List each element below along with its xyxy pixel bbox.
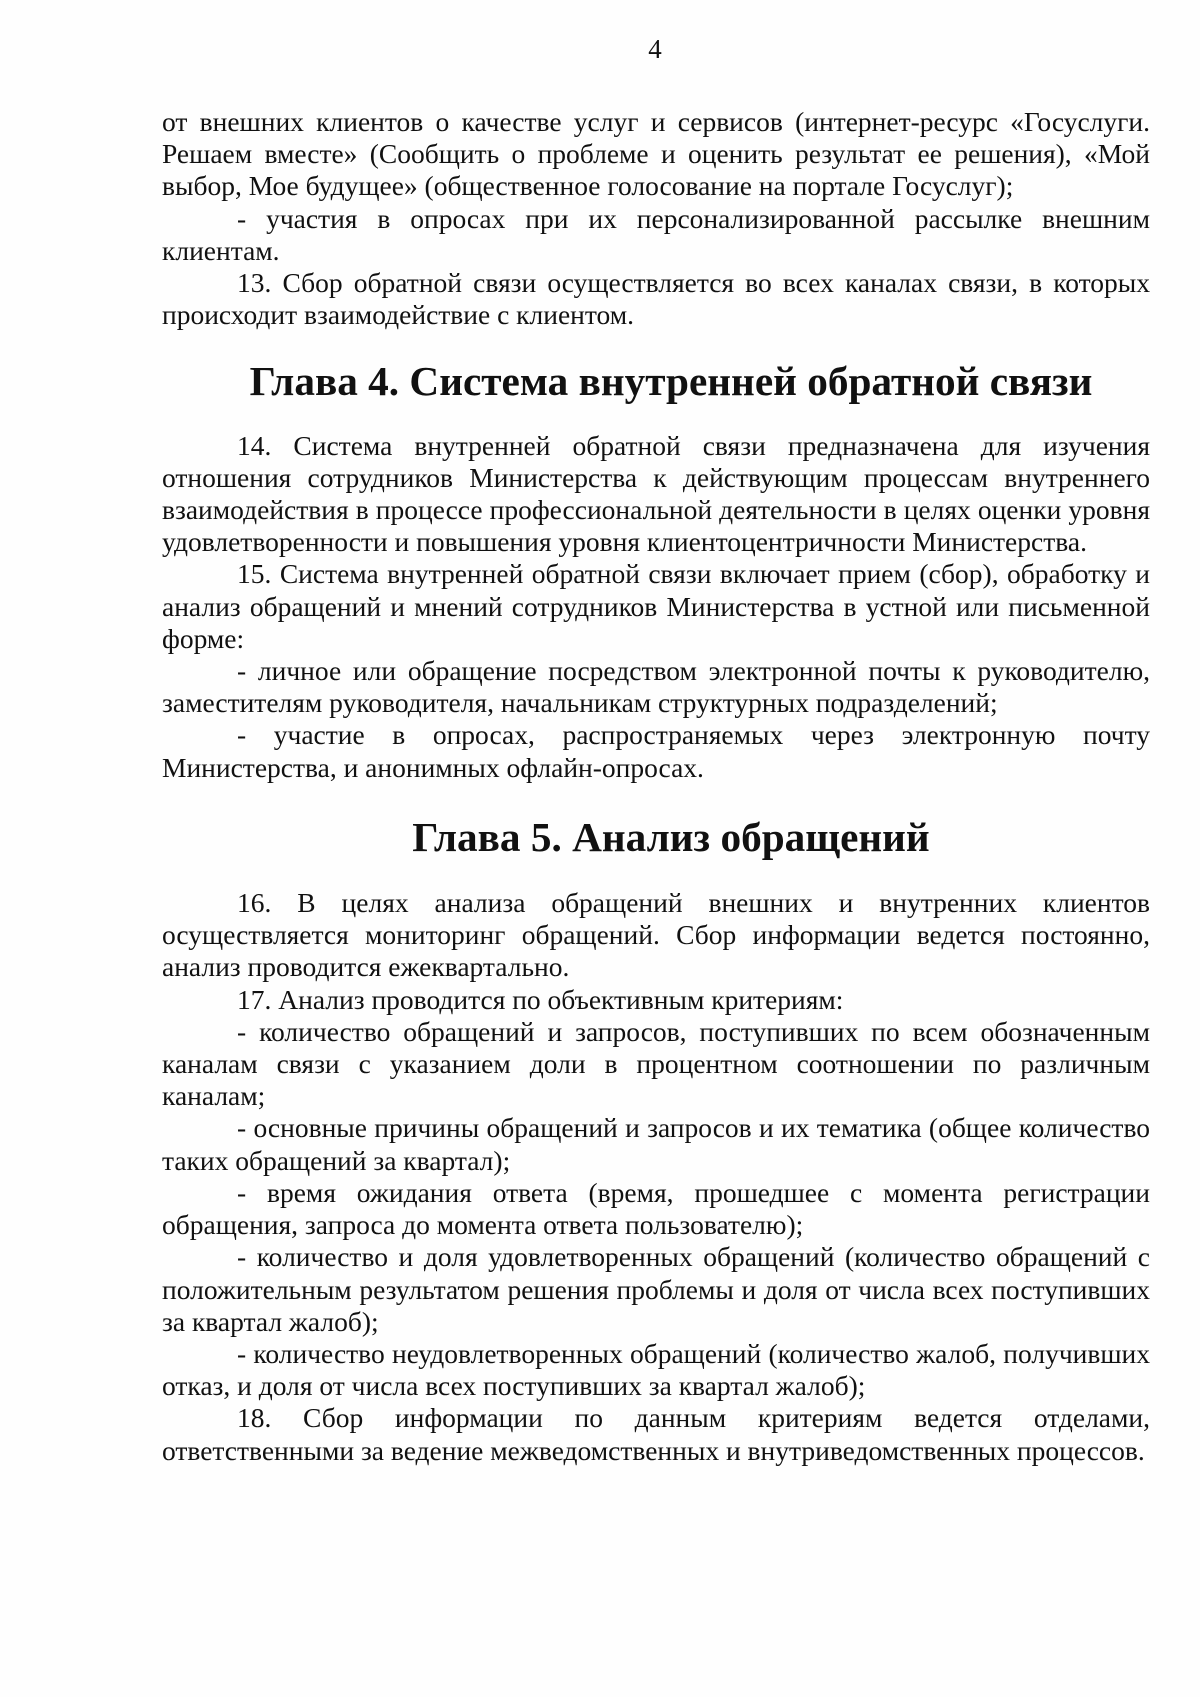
list-item: - участие в опросах, распространяемых через электронную почту Министерства, и анонимных офлайн-опросах. [162, 719, 1150, 783]
document-body [162, 106, 1150, 1467]
paragraph-18: 18. Сбор информации по данным критериям ведется отделами, ответственными за ведение межведомственных и внутриведомственных процессов. [162, 1402, 1150, 1466]
list-item: - личное или обращение посредством электронной почты к руководителю, заместителям руководителя, начальникам структурных подразделений; [162, 655, 1150, 719]
list-item: - количество обращений и запросов, поступивших по всем обозначенным каналам связи с указанием доли в процентном соотношении по различным каналам; [162, 1015, 1150, 1112]
paragraph-continuation: от внешних клиентов о качестве услуг и сервисов (интернет-ресурс «Госуслуги. Решаем вместе» (Сообщить о проблеме и оценить результат ее решения), «Мой выбор, Мое будущее» (общественное голосование на портале Госуслуг); [162, 106, 1150, 202]
page-number: 4 [648, 34, 662, 64]
paragraph-13: 13. Сбор обратной связи осуществляется во всех каналах связи, в которых происходит взаимодействие с клиентом. [162, 267, 1150, 331]
paragraph-17: 17. Анализ проводится по объективным критериям: [237, 983, 844, 1015]
list-item: - участия в опросах при их персонализированной рассылке внешним клиентам. [162, 202, 1150, 266]
list-item: - время ожидания ответа (время, прошедшее с момента регистрации обращения, запроса до момента ответа пользователю); [162, 1176, 1150, 1241]
paragraph-14: 14. Система внутренней обратной связи предназначена для изучения отношения сотрудников Министерства к действующим процессам внутреннего взаимодействия в процессе профессиональной деятельности в целях оценки уровня удовлетворенности и повышения уровня клиентоцентричности Министерства. [162, 429, 1150, 558]
paragraph-15: 15. Система внутренней обратной связи включает прием (сбор), обработку и анализ обращений и мнений сотрудников Министерства в устной или письменной форме: [162, 558, 1150, 654]
paragraph-16: 16. В целях анализа обращений внешних и внутренних клиентов осуществляется мониторинг обращений. Сбор информации ведется постоянно, анализ проводится ежеквартально. [162, 887, 1150, 983]
chapter-5-heading: Глава 5. Анализ обращений [412, 813, 930, 860]
list-item: - основные причины обращений и запросов и их тематика (общее количество таких обращений за квартал); [162, 1112, 1150, 1176]
chapter-4-heading: Глава 4. Система внутренней обратной связи [249, 358, 1093, 405]
list-item: - количество неудовлетворенных обращений (количество жалоб, получивших отказ, и доля от числа всех поступивших за квартал жалоб); [162, 1337, 1150, 1402]
list-item: - количество и доля удовлетворенных обращений (количество обращений с положительным результатом решения проблемы и доля от числа всех поступивших за квартал жалоб); [162, 1241, 1150, 1337]
